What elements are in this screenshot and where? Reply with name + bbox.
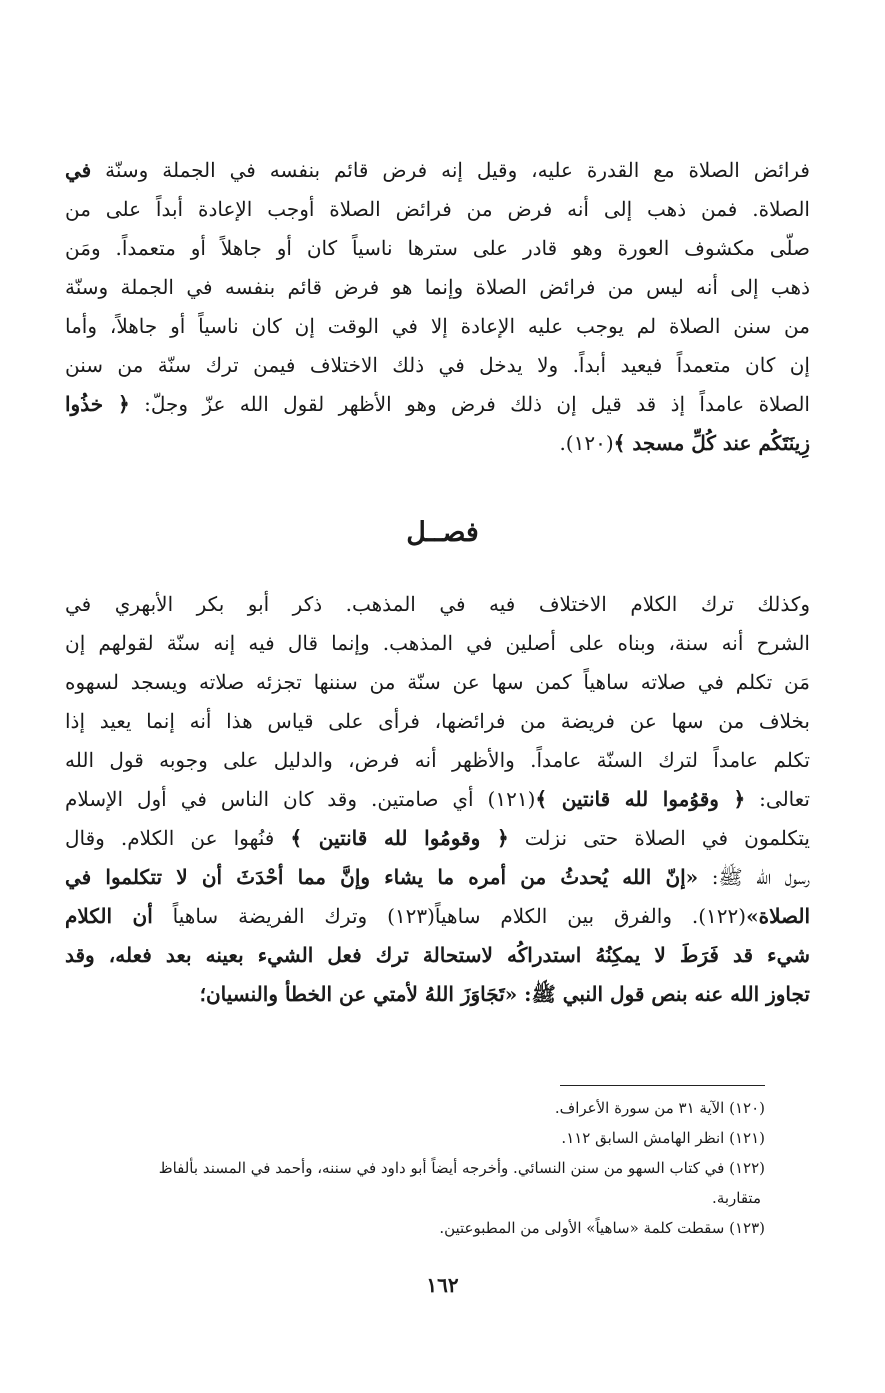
text-line: [65, 936, 810, 975]
bold-text-run: ﴿ وقومُوا لله قانتين ﴾: [290, 826, 509, 850]
text-run: (١٢٠).: [559, 431, 614, 455]
footnote-separator: [560, 1085, 765, 1086]
footnote-line: متقاربة.: [712, 1189, 761, 1207]
bold-text-run: تجاوز الله عنه بنص قول النبي ﷺ: «تَجَاوَزَ اللهُ لأمتي عن الخطأ والنسيان؛: [199, 982, 810, 1006]
text-run: الصلاة. فمن ذهب إلى أنه فرض من فرائض الصلاة أوجب الإعادة أبداً على من: [65, 197, 810, 221]
footnote: [55, 1213, 765, 1243]
text-line: [65, 229, 810, 268]
bold-text-run: الصلاة»: [746, 904, 810, 928]
text-line: [65, 858, 810, 897]
text-run: من سنن الصلاة لم يوجب عليه الإعادة إلا في الوقت إن كان ناسياً أو جاهلاً، وأما: [65, 314, 810, 338]
text-line: [65, 702, 810, 741]
text-run: الصلاة عامداً إذ قد قيل إن ذلك فرض وهو الأظهر لقول الله عزّ وجلّ:: [129, 392, 810, 416]
text-run: تعالى:: [745, 787, 810, 811]
paragraph-1: [65, 151, 810, 463]
text-run: مَن تكلم في صلاته ساهياً كمن سها عن سنّة من سننها تجزئه صلاته ويسجد لسهوه: [65, 670, 810, 694]
footnote: [55, 1123, 765, 1153]
bold-text-run: أن الكلام: [65, 904, 153, 928]
text-line: [65, 780, 810, 819]
footnote: [55, 1153, 765, 1213]
text-run: (١٢٢). والفرق بين الكلام ساهياً(١٢٣) وترك الفريضة ساهياً: [152, 904, 747, 928]
text-line: [65, 151, 810, 190]
bold-text-run: في: [65, 158, 92, 182]
text-line: [65, 190, 810, 229]
text-line: [65, 424, 810, 463]
footnotes: [55, 1093, 765, 1243]
text-line: [65, 741, 810, 780]
paragraph-2: [65, 585, 810, 1014]
text-run: فنُهوا عن الكلام. وقال: [65, 826, 291, 850]
text-run: الشرح أنه سنة، وبناه على أصلين في المذهب. وإنما قال فيه إنه سنّة لقولهم إن: [65, 631, 810, 655]
text-line: [65, 346, 810, 385]
bold-text-run: زِينَتَكُم عند كُلِّ مسجد ﴾: [613, 431, 810, 455]
text-line: [65, 268, 810, 307]
text-line: [65, 897, 810, 936]
footnote-line: (١٢١) انظر الهامش السابق ١١٢.: [561, 1129, 765, 1147]
text-run: إن كان متعمداً فيعيد أبداً. ولا يدخل في ذلك الاختلاف فيمن ترك سنّة من سنن: [65, 353, 810, 377]
text-line: [65, 624, 810, 663]
text-run: ذهب إلى أنه ليس من فرائض الصلاة وإنما هو فرض قائم بنفسه في الجملة وسنّة: [65, 275, 810, 299]
bold-text-run: «إنّ الله يُحدثُ من أمره ما يشاء وإنَّ مما أحْدَثَ أن لا تتكلموا في: [65, 865, 699, 889]
text-line: [65, 975, 810, 1014]
page-number: ١٦٢: [426, 1273, 459, 1297]
text-line: [65, 819, 810, 858]
text-run: يتكلمون في الصلاة حتى نزلت: [508, 826, 810, 850]
bold-text-run: شيء قد فَرَطَ لا يمكِنُهُ استدراكُه لاستحالة ترك فعل الشيء بعينه بعد فعله، وقد: [65, 943, 810, 967]
text-run: وكذلك ترك الكلام الاختلاف فيه في المذهب. ذكر أبو بكر الأبهري في: [65, 592, 810, 616]
text-run: رسول الله ﷺ:: [698, 865, 810, 889]
text-run: (١٢١) أي صامتين. وقد كان الناس في أول الإسلام: [65, 787, 536, 811]
text-line: [65, 663, 810, 702]
text-run: بخلاف من سها عن فريضة من فرائضها، فرأى على قياس هذا أنه إنما يعيد إذا: [65, 709, 810, 733]
footnote-line: (١٢٠) الآية ٣١ من سورة الأعراف.: [554, 1099, 765, 1117]
footnote-line: (١٢٢) في كتاب السهو من سنن النسائي. وأخرجه أيضاً أبو داود في سننه، وأحمد في المسند بألفاظ: [158, 1159, 765, 1177]
footnote: [55, 1093, 765, 1123]
text-line: [65, 307, 810, 346]
text-line: [65, 585, 810, 624]
footnote-line: (١٢٣) سقطت كلمة «ساهياً» الأولى من المطبوعتين.: [439, 1219, 765, 1237]
text-run: تكلم عامداً لترك السنّة عامداً. والأظهر أنه فرض، والدليل على وجوبه قول الله: [65, 748, 810, 772]
bold-text-run: ﴿ خذُوا: [65, 392, 130, 416]
text-line: [65, 385, 810, 424]
bold-text-run: ﴿ وقوُموا لله قانتين ﴾: [535, 787, 746, 811]
text-run: فرائض الصلاة مع القدرة عليه، وقيل إنه فرض قائم بنفسه في الجملة وسنّة: [91, 158, 810, 182]
text-run: صلّى مكشوف العورة وهو قادر على سترها ناسياً كان أو جاهلاً أو متعمداً. ومَن: [65, 236, 810, 260]
section-heading: فصــل: [406, 517, 479, 548]
